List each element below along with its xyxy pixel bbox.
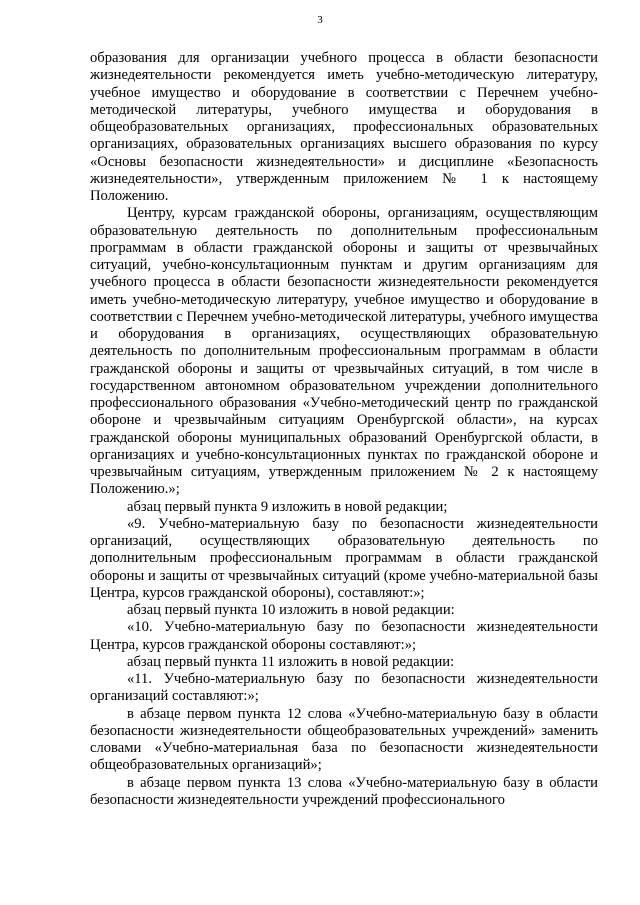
document-body <box>90 50 598 809</box>
paragraph-amend-point-13: в абзаце первом пункта 13 слова «Учебно-материальную базу в области безопасности жизнедеятельности учреждений профессионального <box>90 774 598 808</box>
paragraph-amend-point-12: в абзаце первом пункта 12 слова «Учебно-материальную базу в области безопасности жизнедеятельности общеобразовательных учреждений» заменить словами «Учебно-материальная база по безопасности жизнедеятельности общеобразовательных организаций»; <box>90 705 598 774</box>
paragraph-point-11-text: «11. Учебно-материальную базу по безопасности жизнедеятельности организаций составляют:»; <box>90 671 598 705</box>
paragraph-point-10-text: «10. Учебно-материальную базу по безопасности жизнедеятельности Центра, курсов гражданской обороны составляют:»; <box>90 619 598 653</box>
paragraph-continuation: образования для организации учебного процесса в области безопасности жизнедеятельности рекомендуется иметь учебно-методическую литературу, учебное имущество и оборудование в соответствии с Перечнем учебно-методической литературы, учебного имущества и оборудования в общеобразовательных организациях, профессиональных образовательных организациях, образовательных организациях высшего образования по курсу «Основы безопасности жизнедеятельности» и дисциплине «Безопасность жизнедеятельности», утвержденным приложением № 1 к настоящему Положению. <box>90 50 598 204</box>
paragraph-amend-point-9: абзац первый пункта 9 изложить в новой редакции; <box>127 498 448 515</box>
paragraph-amend-point-11: абзац первый пункта 11 изложить в новой редакции: <box>127 653 455 670</box>
paragraph-point-9-text: «9. Учебно-материальную базу по безопасности жизнедеятельности организаций, осуществляющих образовательную деятельность по дополнительным профессиональным программам в области гражданской обороны и защиты от чрезвычайных ситуаций (кроме учебно-материальной базы Центра, курсов гражданской обороны), составляют:»; <box>90 515 598 601</box>
page-number: 3 <box>317 14 323 26</box>
paragraph-amend-point-10: абзац первый пункта 10 изложить в новой редакции: <box>127 602 455 618</box>
paragraph-center-courses: Центру, курсам гражданской обороны, организациям, осуществляющим образовательную деятельность по дополнительным профессиональным программам в области гражданской обороны и защиты от чрезвычайных ситуаций, учебно-консультационным пунктам и другим организациям для учебного процесса в области безопасности жизнедеятельности рекомендуется иметь учебно-методическую литературу, учебное имущество и оборудование в соответствии с Перечнем учебно-методической литературы, учебного имущества и оборудования в организациях, осуществляющих образовательную деятельность по дополнительным профессиональным программам в области гражданской обороны и защиты от чрезвычайных ситуаций, в том числе в государственном автономном образовательном учреждении дополнительного профессионального образования «Учебно-методический центр по гражданской обороне и чрезвычайным ситуациям Оренбургской области», на курсах гражданской обороны муниципальных образований Оренбургской области, в организациях и учебно-консультационных пунктах по гражданской обороне и чрезвычайным ситуациям, утвержденным приложением № 2 к настоящему Положению.»; <box>90 205 598 498</box>
